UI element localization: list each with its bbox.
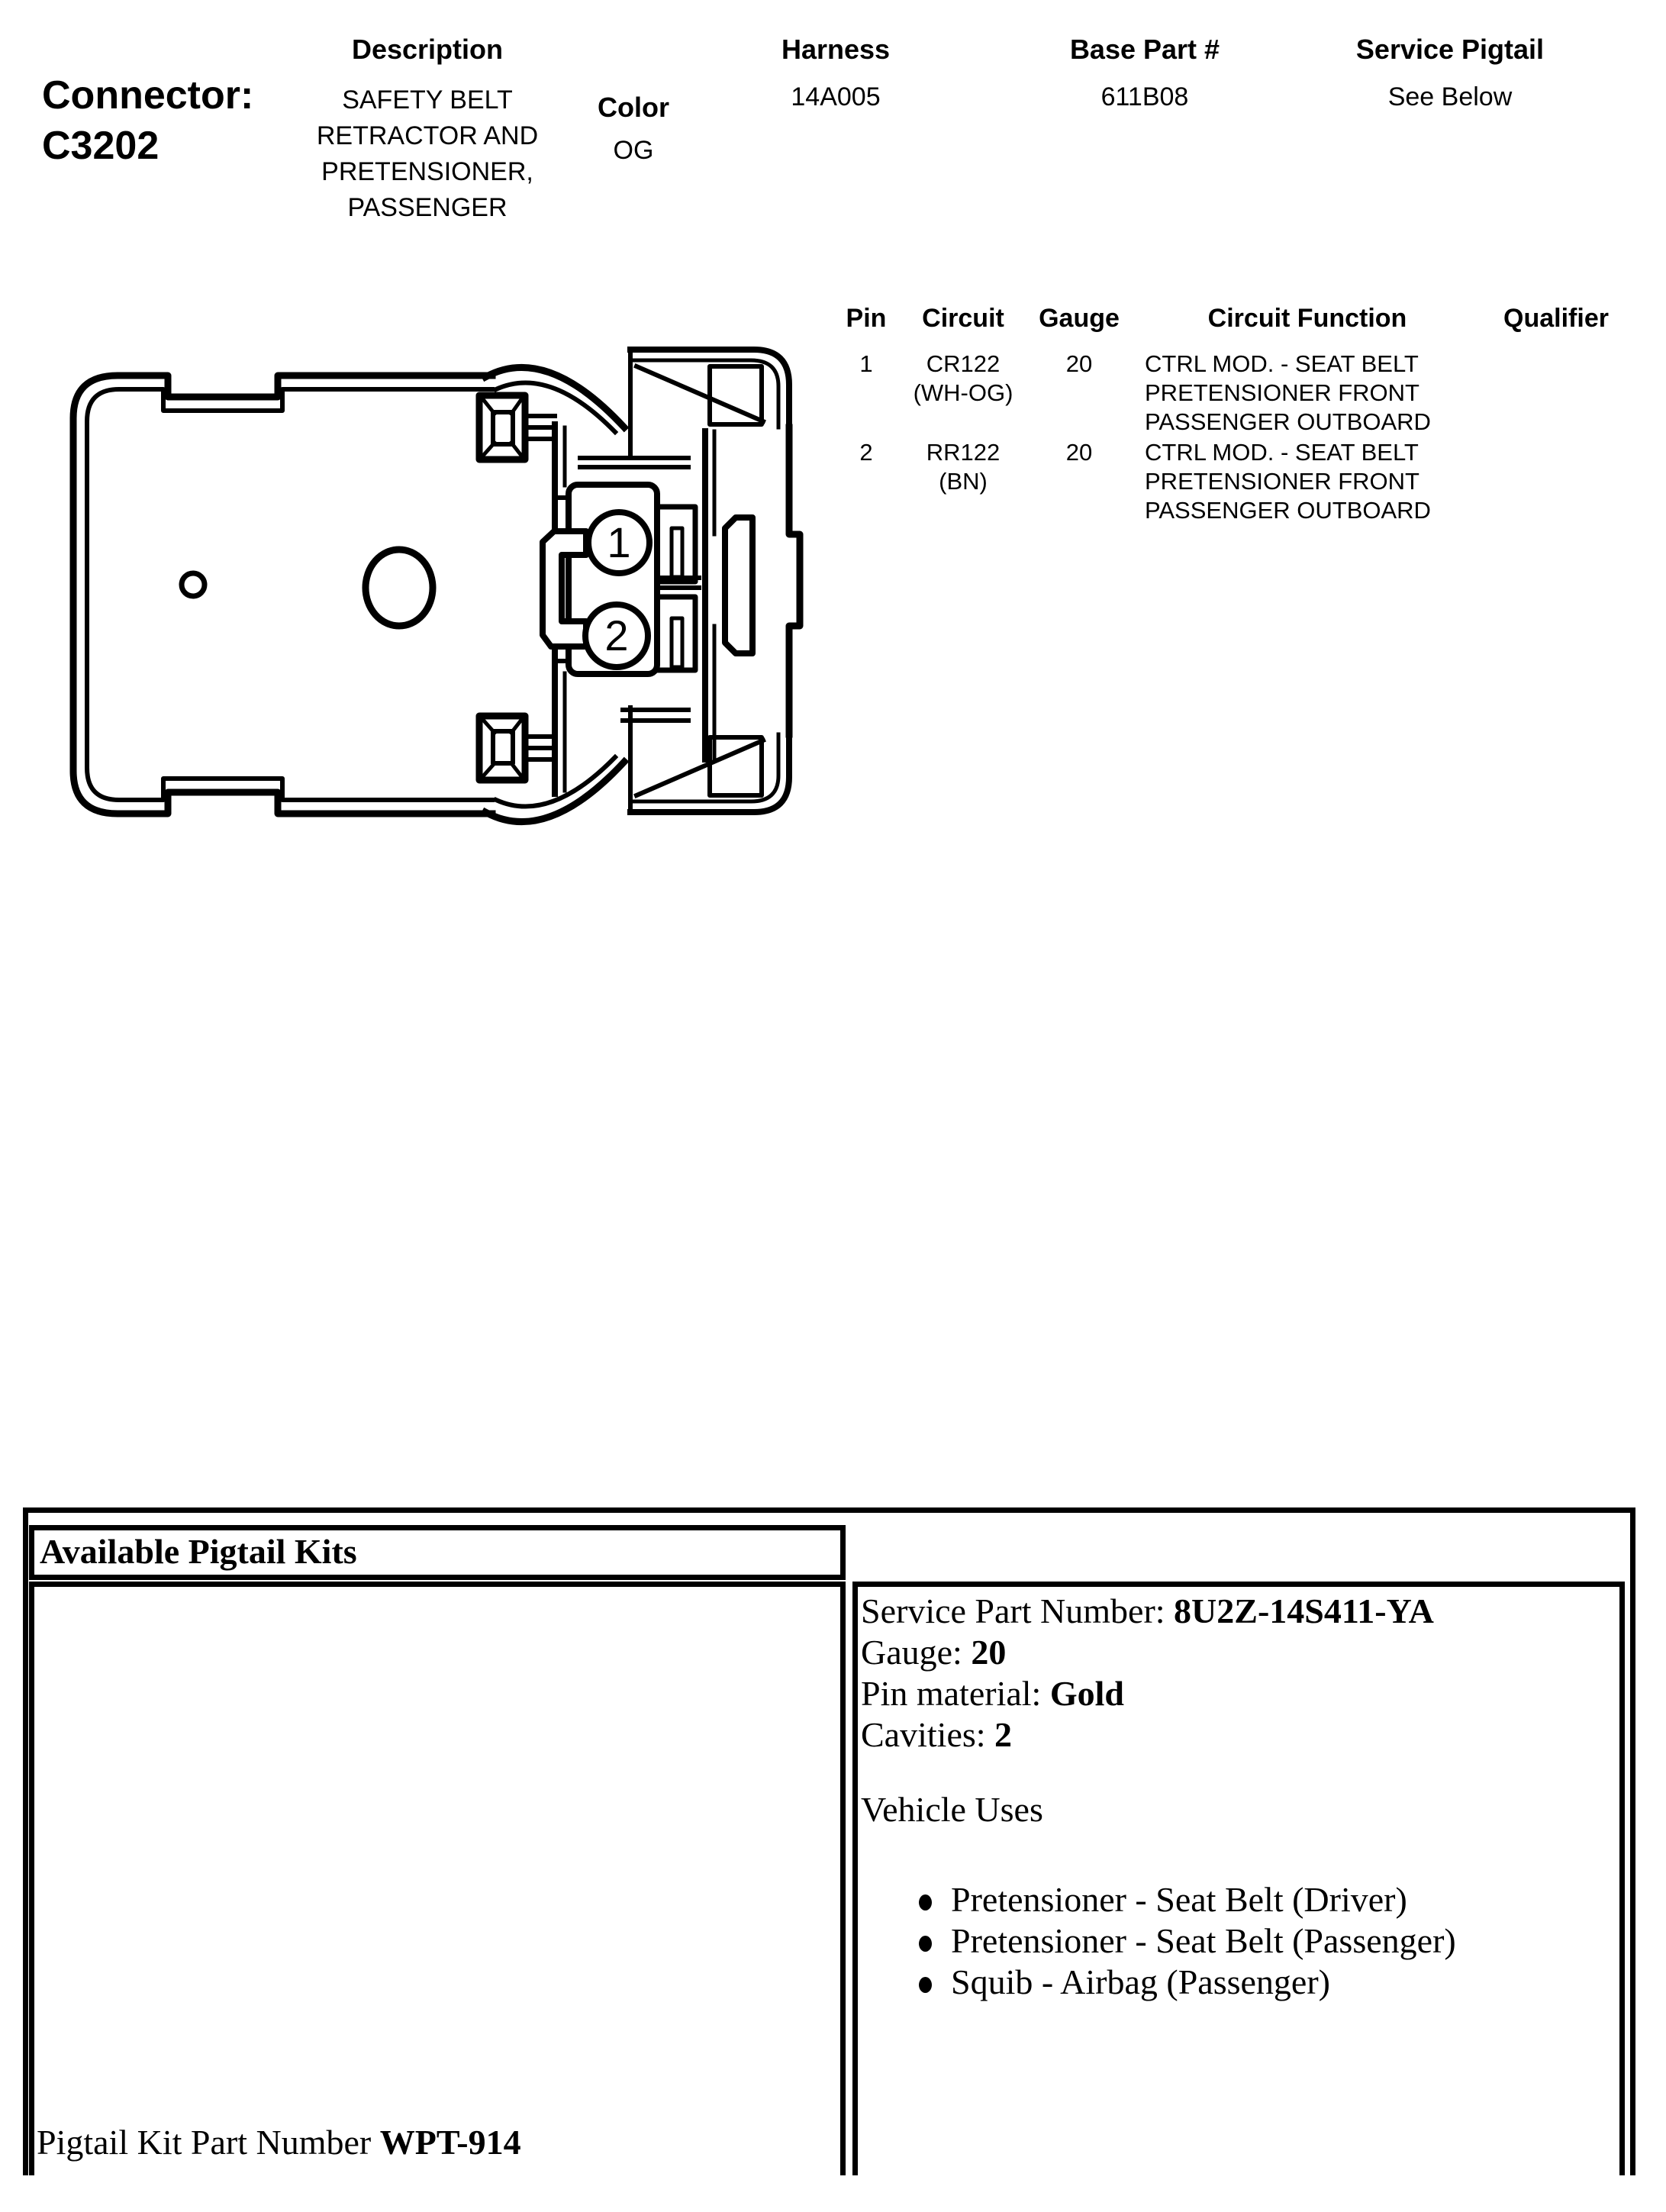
connector-diagram — [31, 328, 824, 847]
description-line: RETRACTOR AND — [316, 121, 539, 150]
upper-clip-inner — [493, 412, 513, 444]
gauge-value: 20 — [971, 1633, 1007, 1672]
function-line: CTRL MOD. - SEAT BELT — [1145, 439, 1419, 466]
circuit-id: CR122 — [926, 350, 1001, 377]
table-row-2-gauge: 20 — [1065, 439, 1093, 466]
pin-material-label: Pin material: — [861, 1674, 1050, 1713]
connector-id: C3202 — [42, 124, 160, 168]
function-line: PASSENGER OUTBOARD — [1145, 497, 1431, 524]
cavities-value: 2 — [994, 1715, 1013, 1754]
gauge-line — [861, 1632, 1006, 1672]
service-part-number-label: Service Part Number: — [861, 1591, 1175, 1630]
table-row-1-circuit — [904, 350, 1023, 408]
description-line: SAFETY BELT — [342, 85, 513, 114]
circuit-column-header: Circuit — [922, 304, 1004, 333]
circuit-id: RR122 — [926, 439, 1001, 466]
service-pigtail-header: Service Pigtail — [1355, 34, 1545, 65]
pigtail-kit-part-number-line — [37, 2122, 521, 2162]
description-value — [275, 82, 580, 226]
table-row-1-gauge: 20 — [1065, 350, 1093, 377]
upper-clip-springs — [525, 416, 555, 439]
function-line: PRETENSIONER FRONT — [1145, 379, 1419, 406]
description-header: Description — [351, 34, 504, 65]
harness-value: 14A005 — [791, 82, 881, 111]
terminal-2-slot — [657, 597, 695, 670]
pin-material-line — [861, 1673, 1124, 1714]
table-row-2-circuit — [904, 438, 1023, 496]
description-line: PRETENSIONER, — [321, 157, 533, 186]
cavities-line — [861, 1714, 1012, 1755]
pigtail-kit-part-number-value: WPT-914 — [379, 2123, 521, 2162]
harness-header: Harness — [781, 34, 891, 65]
connector-label: Connector: — [42, 73, 254, 118]
vehicle-use-item: Pretensioner - Seat Belt (Driver) — [951, 1880, 1407, 1919]
base-part-header: Base Part # — [1069, 34, 1220, 65]
upper-separator-lines — [580, 458, 688, 467]
pin-material-value: Gold — [1049, 1674, 1124, 1713]
top-frame-diagonal — [636, 366, 763, 421]
qualifier-column-header: Qualifier — [1503, 304, 1609, 333]
circuit-color: (WH-OG) — [913, 379, 1013, 406]
vehicle-use-item: Pretensioner - Seat Belt (Passenger) — [951, 1921, 1456, 1960]
terminal-1-number: 1 — [607, 518, 631, 566]
function-line: CTRL MOD. - SEAT BELT — [1145, 350, 1419, 377]
terminal-1-slot-inner — [672, 528, 682, 577]
bullet-icon — [919, 1894, 932, 1911]
pigtail-kit-part-number-label: Pigtail Kit Part Number — [37, 2123, 380, 2162]
pin-column-header: Pin — [846, 304, 887, 333]
page-title — [42, 70, 253, 171]
gauge-column-header: Gauge — [1039, 304, 1120, 333]
service-part-number-value: 8U2Z-14S411-YA — [1174, 1591, 1434, 1630]
color-header: Color — [598, 92, 669, 123]
service-part-number-line — [861, 1591, 1434, 1631]
bullet-icon — [919, 1977, 932, 1993]
body-small-hole — [182, 573, 205, 596]
service-pigtail-value: See Below — [1387, 82, 1513, 111]
terminal-2-slot-inner — [672, 618, 682, 667]
circuit-function-column-header: Circuit Function — [1207, 304, 1407, 333]
table-row-1-pin: 1 — [859, 350, 873, 377]
lower-clip-springs — [525, 737, 555, 759]
circuit-color: (BN) — [939, 468, 988, 495]
bottom-frame-diagonal — [636, 740, 763, 795]
bullet-icon — [919, 1936, 932, 1952]
lower-clip-bevels — [482, 719, 522, 777]
gauge-label: Gauge: — [861, 1633, 972, 1672]
vehicle-uses-title: Vehicle Uses — [861, 1790, 1043, 1829]
function-line: PASSENGER OUTBOARD — [1145, 408, 1431, 435]
body-large-hole — [366, 550, 433, 626]
table-row-2-function — [1145, 438, 1473, 525]
lower-clip-inner — [493, 731, 513, 763]
cavities-label: Cavities: — [861, 1715, 995, 1754]
base-part-value: 611B08 — [1100, 82, 1189, 111]
outer-right-edge — [789, 427, 800, 734]
color-value: OG — [613, 136, 654, 165]
function-line: PRETENSIONER FRONT — [1145, 468, 1419, 495]
description-line: PASSENGER — [347, 193, 508, 222]
pigtail-kits-left-cell — [29, 1582, 846, 2175]
pigtail-kits-title: Available Pigtail Kits — [40, 1532, 357, 1571]
vehicle-use-item: Squib - Airbag (Passenger) — [951, 1962, 1330, 2001]
terminal-1-slot — [657, 507, 695, 582]
upper-clip-bevels — [482, 398, 522, 456]
face-slot — [725, 518, 752, 653]
terminal-2-number: 2 — [604, 611, 629, 659]
table-row-1-function — [1145, 350, 1473, 437]
table-row-2-pin: 2 — [859, 439, 873, 466]
